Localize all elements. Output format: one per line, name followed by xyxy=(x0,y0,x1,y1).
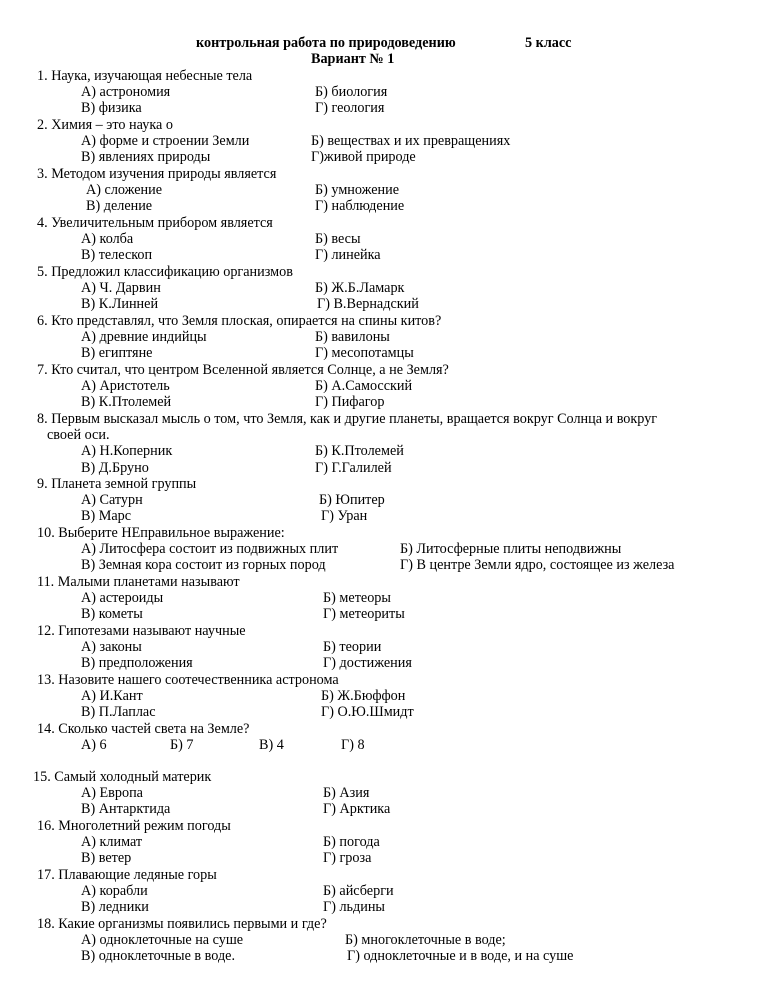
answer-option-c: В) кометы xyxy=(81,606,143,623)
answer-option-b: Б) Ж.Бюффон xyxy=(321,688,406,705)
question-text: 1. Наука, изучающая небесные тела xyxy=(37,68,253,84)
answer-option-c: В) К.Линней xyxy=(81,296,159,313)
question-text: 9. Планета земной группы xyxy=(37,476,197,492)
answer-option-d: Г) наблюдение xyxy=(315,198,405,215)
answer-option-a: А) одноклеточные на суше xyxy=(81,932,244,949)
answer-option-a: А) древние индийцы xyxy=(81,329,207,346)
answer-option-a: А) корабли xyxy=(81,883,148,900)
answer-option-b: Б) вавилоны xyxy=(315,329,390,346)
answer-option-c: В) деление xyxy=(86,198,153,215)
question-text-continuation: своей оси. xyxy=(47,427,110,444)
answer-option-a: А) колба xyxy=(81,231,134,248)
question-text: 3. Методом изучения природы является xyxy=(37,166,277,182)
question-text: 17. Плавающие ледяные горы xyxy=(37,867,217,883)
answer-option-b: Б) умножение xyxy=(315,182,400,199)
answer-option-a: А) законы xyxy=(81,639,142,656)
answer-option-b: Б) А.Самосский xyxy=(315,378,413,395)
answer-option-d: Г) Г.Галилей xyxy=(315,459,392,476)
question-text: 5. Предложил классификацию организмов xyxy=(37,264,293,280)
answer-option-c: В) предположения xyxy=(81,655,193,672)
question-text: 6. Кто представлял, что Земля плоская, опирается на спины китов? xyxy=(37,313,442,329)
answer-option-c: В) Марс xyxy=(81,508,132,525)
document-title: контрольная работа по природоведению xyxy=(196,35,456,51)
answer-option-c: В) Антарктида xyxy=(81,801,171,818)
answer-option-a: А) Ч. Дарвин xyxy=(81,280,161,297)
question-text: 16. Многолетний режим погоды xyxy=(37,818,231,834)
answer-option-b: Б) биология xyxy=(315,84,388,101)
answer-option-a: А) 6 xyxy=(81,737,107,754)
question-text: 8. Первым высказал мысль о том, что Земля, как и другие планеты, вращается вокруг Солнца и вокруг xyxy=(37,411,658,427)
question-text: 12. Гипотезами называют научные xyxy=(37,623,246,639)
answer-option-d: Г) Уран xyxy=(321,508,368,525)
answer-option-b: Б) Литосферные плиты неподвижны xyxy=(400,541,622,558)
answer-option-b: Б) айсберги xyxy=(323,883,394,900)
answer-option-b: Б) К.Птолемей xyxy=(315,443,404,460)
answer-option-a: А) Европа xyxy=(81,785,143,802)
answer-option-d: Г) месопотамцы xyxy=(315,345,414,362)
question-text: 4. Увеличительным прибором является xyxy=(37,215,273,231)
answer-option-d: Г) В центре Земли ядро, состоящее из железа xyxy=(400,557,675,574)
answer-option-c: В) Д.Бруно xyxy=(81,459,149,476)
answer-option-a: А) И.Кант xyxy=(81,688,143,705)
answer-option-b: Б) Азия xyxy=(323,785,370,802)
question-text: 13. Назовите нашего соотечественника астронома xyxy=(37,672,339,688)
answer-option-b: Б) погода xyxy=(323,834,380,851)
question-text: 11. Малыми планетами называют xyxy=(37,574,240,590)
grade-label: 5 класс xyxy=(525,35,572,51)
answer-option-c: В) египтяне xyxy=(81,345,153,362)
answer-option-d: Г) одноклеточные и в воде, и на суше xyxy=(347,948,574,965)
answer-option-c: В) физика xyxy=(81,100,142,117)
answer-option-b: Б) веществах и их превращениях xyxy=(311,133,511,150)
answer-option-d: Г) 8 xyxy=(341,737,365,754)
question-text: 7. Кто считал, что центром Вселенной является Солнце, а не Земля? xyxy=(37,362,449,378)
answer-option-d: Г)живой природе xyxy=(311,149,416,166)
variant-label: Вариант № 1 xyxy=(311,51,395,67)
answer-option-b: Б) теории xyxy=(323,639,382,656)
question-text: 18. Какие организмы появились первыми и где? xyxy=(37,916,327,932)
answer-option-c: В) П.Лаплас xyxy=(81,704,156,721)
answer-option-c: В) явлениях природы xyxy=(81,149,211,166)
question-text: 2. Химия – это наука о xyxy=(37,117,173,133)
answer-option-a: А) Литосфера состоит из подвижных плит xyxy=(81,541,339,558)
answer-option-a: А) Н.Коперник xyxy=(81,443,173,460)
answer-option-d: Г) О.Ю.Шмидт xyxy=(321,704,414,721)
answer-option-d: Г) Арктика xyxy=(323,801,391,818)
answer-option-c: В) Земная кора состоит из горных пород xyxy=(81,557,326,574)
answer-option-c: В) одноклеточные в воде. xyxy=(81,948,236,965)
answer-option-a: А) форме и строении Земли xyxy=(81,133,250,150)
question-text: 15. Самый холодный материк xyxy=(33,769,212,785)
answer-option-d: Г) метеориты xyxy=(323,606,405,623)
answer-option-c: В) ветер xyxy=(81,850,132,867)
answer-option-b: Б) 7 xyxy=(170,737,194,754)
question-text: 14. Сколько частей света на Земле? xyxy=(37,721,250,737)
answer-option-a: А) астероиды xyxy=(81,590,164,607)
answer-option-b: Б) весы xyxy=(315,231,361,248)
answer-option-d: Г) линейка xyxy=(315,247,381,264)
answer-option-a: А) Аристотель xyxy=(81,378,170,395)
answer-option-d: Г) геология xyxy=(315,100,385,117)
answer-option-c: В) 4 xyxy=(259,737,284,754)
answer-option-a: А) сложение xyxy=(86,182,163,199)
answer-option-b: Б) Ж.Б.Ламарк xyxy=(315,280,405,297)
answer-option-c: В) ледники xyxy=(81,899,149,916)
answer-option-c: В) К.Птолемей xyxy=(81,394,172,411)
answer-option-a: А) Сатурн xyxy=(81,492,143,509)
answer-option-d: Г) достижения xyxy=(323,655,412,672)
answer-option-d: Г) гроза xyxy=(323,850,372,867)
answer-option-c: В) телескоп xyxy=(81,247,153,264)
answer-option-d: Г) В.Вернадский xyxy=(317,296,419,313)
question-text: 10. Выберите НЕправильное выражение: xyxy=(37,525,285,541)
answer-option-b: Б) многоклеточные в воде; xyxy=(345,932,506,949)
answer-option-a: А) климат xyxy=(81,834,143,851)
answer-option-d: Г) льдины xyxy=(323,899,385,916)
answer-option-a: А) астрономия xyxy=(81,84,171,101)
answer-option-b: Б) метеоры xyxy=(323,590,391,607)
answer-option-d: Г) Пифагор xyxy=(315,394,385,411)
answer-option-b: Б) Юпитер xyxy=(319,492,385,509)
